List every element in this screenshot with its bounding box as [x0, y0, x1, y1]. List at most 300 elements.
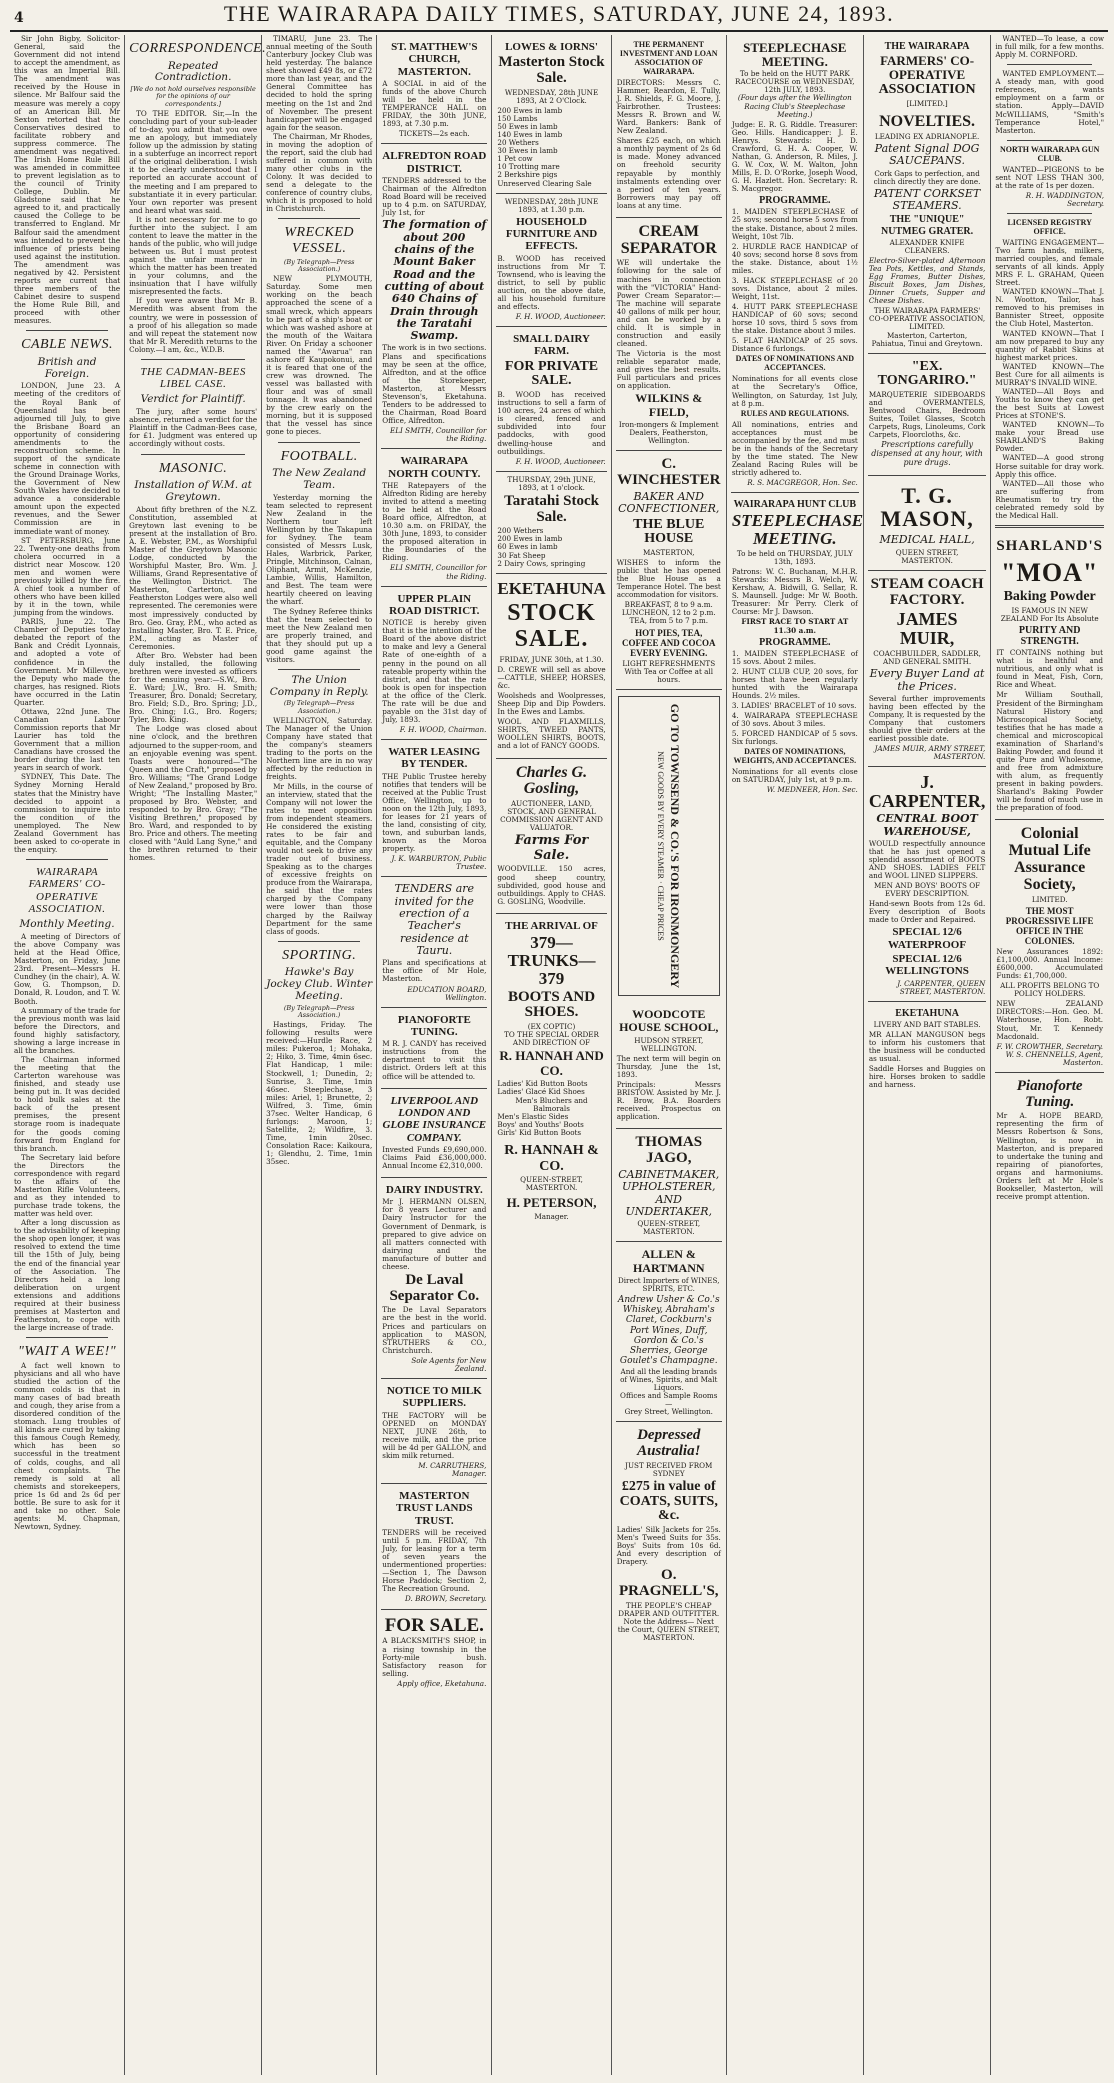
article-text: Hastings, Friday. The following results were received:—Hurdle Race, 2 miles: Pukeroa, 1; Mohaka, 2; Hiko, 3. Time, 4min 6sec. Flat Handicap, 1 mile: Stockwell, 1; Dunedin, 2; Sunrise, 3. Time, 1min 46sec. Steeplechase, 3 miles: Ariel, 1; Brunette, 2; Wilfred, 3. Time, 6min 37sec. Welter Handicap, 6 furlongs: Maroon, 1; Satellite, 2; Wildfire, 3. Time, 1min 20sec. Consolation Race: Kaikoura, 1; Glendhu, 2. Time, 1min 35sec.: [266, 1020, 373, 1167]
advert-alfredton-road: [381, 144, 487, 449]
advert-text: Patent Signal DOG SAUCEPANS.: [874, 142, 980, 168]
advert-signature: R. S. MACGREGOR, Hon. Sec.: [747, 478, 858, 488]
advert-heading: MASTERTON TRUST LANDS TRUST.: [396, 1490, 473, 1527]
section-heading: "WAIT A WEE!": [17, 1344, 117, 1360]
list-item: 30 Ewes in lamb: [497, 146, 558, 156]
article-text: TO THE EDITOR. Sir,—In the concluding part of your sub-leader of to-day, you admit that you owe me an apology, but immediately follow up the admission by stating in a subterfuge an incorrect report of the original deliberation. I wish it to be clearly understood that I reported an accurate account of the meeting and I am prepared to substantiate it in every particular. Your own reporter was present and heard what was said.: [129, 108, 258, 215]
divider: [995, 525, 1104, 528]
classified-ad: WANTED—PIGEONS to be sent NOT LESS THAN 300, at the rate of 1s per dozen.: [995, 164, 1105, 190]
advert-heading: THE ARRIVAL OF: [505, 919, 598, 932]
advert-subheading: CABINETMAKER, UPHOLSTERER, AND UNDERTAKER,: [618, 1167, 720, 1218]
advert-text: The formation of about 200 chains of the Mount Baker Road and the cutting of about 640 Chains of Drain through the Taratahi Swamp.: [382, 218, 487, 343]
list-item: 10 Trotting mare: [497, 162, 560, 172]
advert-heading: WATER LEASING BY TENDER.: [388, 746, 481, 771]
section-heading: WRECKED VESSEL.: [284, 225, 354, 257]
advert-heading: PROGRAMME.: [759, 195, 831, 207]
article-text: The Lodge was closed about nine o'clock, and the brethren adjourned to the supper-room, and an enjoyable evening was spent. Toasts were honoured—"The Queen and the Craft," proposed by Bro. Williams; "The Grand Lodge of New Zealand," proposed by Bro. Wright; "The Installing Master," proposed by Bro. Webster, and responded to by Bro. Gray; "The Visiting Brethren," proposed by Bro. Ward, and responded to by Bro. Price and others. The meeting closed with "Auld Lang Syne," and the brethren returned to their homes.: [129, 724, 258, 863]
advert-signature: Apply office, Eketahuna.: [397, 1678, 487, 1688]
advert-hunt-club: [731, 493, 864, 799]
advert-text: MR ALLAN MANGUSON begs to inform his customers that the business will be conducted as usual.: [868, 1030, 986, 1064]
programme-item: 1. MAIDEN STEEPLECHASE of 15 sovs. About 2 miles.: [731, 648, 858, 666]
advert-text: LIMITED.: [1031, 894, 1068, 904]
advert-signature: F. H. WOOD, Auctioneer.: [515, 456, 606, 466]
advert-farmers-coop: [868, 35, 987, 354]
rotated-advert: [618, 696, 720, 996]
advert-heading: H. PETERSON,: [506, 1195, 597, 1211]
advert-text: Several further improvements having been effected by the Company, It is requested by the Company that customers should give their orders at the earliest possible date.: [868, 693, 986, 744]
advert-text: JUST RECEIVED FROM SYDNEY: [625, 1460, 713, 1478]
advert-heading: FARMERS' CO-OPERATIVE: [880, 53, 975, 82]
advert-carpenter: [868, 767, 987, 1001]
advert-heading: CREAM SEPARATOR: [620, 222, 717, 257]
advert-heading: UPPER PLAIN ROAD DISTRICT.: [389, 592, 480, 617]
advert-text: LIGHT REFRESHMENTS With Tea or Coffee at all hours.: [622, 658, 716, 684]
advert-text: WEDNESDAY, 28th JUNE 1893, at 1.30 p.m.: [504, 196, 599, 214]
article-text: The jury, after some hours' absence, returned a verdict for the Plaintiff in the Cadman-Bees case, for £1. Judgment was entered up accordingly without costs.: [129, 407, 258, 449]
list-item: 2 Berkshire pigs: [497, 170, 558, 180]
advert-text: And all the leading brands of Wines, Spirits, and Malt Liquors.: [620, 1366, 718, 1392]
advert-heading: NORTH WAIRARAPA GUN CLUB.: [999, 144, 1100, 163]
advert-heading: WILKINS & FIELD,: [635, 391, 703, 419]
advert-eketahuna-sale: [496, 574, 606, 759]
programme-item: 5. FLAT HANDICAP of 25 sovs. Distance 6 furlongs.: [731, 336, 858, 354]
advert-text: NEW ZEALAND DIRECTORS:—Hon. Geo. M. Waterhouse, Hon. Robt. Stout, Mr. T. Kennedy Macdonald.: [996, 999, 1104, 1041]
advert-text: M R. J. CANDY has received instructions from the department to visit this district. Orders left at this office will be attended to.: [382, 1039, 487, 1081]
advert-text: Note the Address— Next the Court, QUEEN STREET, MASTERTON.: [617, 1616, 720, 1642]
advert-text: Iron-mongers & Implement Dealers, Featherston, Wellington.: [618, 420, 719, 446]
advert-allen-hartmann: [616, 1242, 722, 1422]
advert-text: [LIMITED.]: [906, 99, 948, 109]
advert-heading: STEAM COACH FACTORY.: [870, 575, 984, 608]
advert-text: New Assurances 1892: £1,100,000. Annual Income: £600,000. Accumulated Funds: £1,700,000.: [996, 946, 1104, 981]
advert-heading: LICENSED REGISTRY OFFICE.: [1007, 217, 1092, 236]
advert-text: TENDERS will be received until 5 p.m. FRIDAY, 7th July, for leasing for a term of seven years the undermentioned properties:—Section 1, The Dawson Horse Paddock; Section 2, The Recreation Ground.: [382, 1527, 487, 1594]
advert-text: COACHBUILDER, SADDLER, AND GENERAL SMITH.: [873, 649, 981, 667]
advert-text: BREAKFAST, 8 to 9 a.m. LUNCHEON, 12 to 2 p.m. TEA, from 5 to 7 p.m.: [621, 600, 716, 626]
divider: [278, 218, 360, 219]
programme-item: 3. HACK STEEPLECHASE of 20 sovs. Distance, about 2 miles. Weight, 11st.: [731, 275, 858, 302]
advert-heading: THE WAIRARAPA: [884, 41, 970, 52]
section-heading: MASONIC.: [159, 460, 228, 476]
advert-text: QUEEN STREET, MASTERTON.: [895, 547, 959, 565]
advert-text: LIVERY AND BAIT STABLES.: [873, 1020, 981, 1029]
advert-signature: J. CARPENTER, QUEEN STREET, MASTERTON.: [897, 978, 986, 996]
newspaper-title: THE WAIRARAPA DAILY TIMES, SATURDAY, JUNE 24, 1893.: [223, 1, 895, 27]
advert-heading: STEEPLECHASE MEETING.: [743, 40, 847, 69]
advert-text: HUDSON STREET, WELLINGTON.: [634, 1035, 704, 1053]
programme-item: 3. LADIES' BRACELET of 10 sovs.: [731, 701, 857, 711]
advert-text: THURSDAY, 29th JUNE, 1893, at 1 o'clock.: [507, 474, 596, 492]
advert-heading: SHARLAND'S: [996, 537, 1104, 554]
advert-text: NOTICE is hereby given that it is the intention of the Board of the above district to make and levy a General Rate of one-eighth of a penny in the pound on all rateable property within the district, and that the rate book is open for inspection at the office of the Clerk. The rate will be due and payable on the 31st day of July, 1893.: [382, 618, 487, 724]
advert-heading: THE MOST PROGRESSIVE LIFE OFFICE IN THE COLONIES.: [1005, 905, 1094, 946]
advert-text: Plans and specifications at the office of Mr Hole, Masterton.: [382, 958, 487, 984]
programme-item: 1. MAIDEN STEEPLECHASE of 25 sovs; second horse 5 sovs from the stake. Distance, about 2 miles. Weight, 10st 7lb.: [731, 207, 858, 241]
advert-text: WISHES to inform the public that he has opened the Blue House as a Temperance Hotel. The best accommodation for visitors.: [616, 558, 721, 600]
advert-text: Mr J. HERMANN OLSEN, for 8 years Lecturer and Dairy Instructor for the Government of Denmark, is prepared to give advice on all matters connected with dairying and the manufacture of butter and cheese.: [382, 1197, 487, 1271]
advert-heading: SPECIAL 12/6 WELLINGTONS: [885, 953, 969, 978]
advert-text: TO THE SPECIAL ORDER AND DIRECTION OF: [504, 1030, 599, 1048]
list-item: 200 Ewes in lamb: [497, 534, 563, 544]
article-text: After a long discussion as to the advisability of keeping the shop open longer, it was resolved to extend the time till the 15th of July, being the end of the financial year of the Association. The Directors held a long deliberation on urgent extensions and additions required at their business premises at Masterton and Featherston, to cope with the large increase of trade.: [14, 1218, 121, 1333]
advert-text: Ladies' Silk Jackets for 25s. Men's Tweed Suits for 35s. Boys' Suits from 10s 6d. And every description of Drapery.: [616, 1524, 721, 1567]
advert-text: Principals: Messrs BRISTOW. Assisted by Mr. J. R. Brow, B.A. Boarders received. Prospectus on application.: [616, 1080, 721, 1122]
advert-milk-suppliers: [381, 1379, 487, 1484]
section-heading: FOOTBALL.: [280, 448, 358, 464]
column-4: [377, 35, 492, 2075]
advert-signature: M. CARRUTHERS, Manager.: [418, 1460, 487, 1478]
article-text: ST PETERSBURG, June 22. Twenty-one deaths from cholera occurred in a district near Moscow. 120 men and women were previously killed by the fire. A chief took a number of others who have been killed by it in the town, while jumping from the windows.: [14, 535, 121, 618]
subheading: Verdict for Plaintiff.: [140, 393, 246, 406]
programme-item: 5. FORCED HANDICAP of 5 sovs. Six furlongs.: [731, 729, 858, 747]
programme-item: 4. WAIRARAPA STEEPLECHASE of 30 sovs. About 3 miles.: [731, 711, 858, 729]
column-6: [612, 35, 727, 2075]
advert-text: MARQUETERIE SIDEBOARDS and OVERMANTELS, Bentwood Chairs, Bedroom Suites, Toilet Glasses, Scotch Carpets, Rugs, Linoleums, Cork Carpets, Floorcloths, &c.: [868, 390, 986, 440]
section-heading: WAIRARAPA FARMERS' CO-OPERATIVE ASSOCIATION.: [28, 866, 106, 915]
advert-text: Mr William Southall, President of the Birmingham Natural History and Microscopical Society, testifies that he has made a chemical and microscopical examination of Sharland's Baking Powder, and found it quite Pure and Wholesome, and free from admixture with alum, as frequently present in baking powders. Sharland's Baking Powder will be found of much use in the preparation of food.: [996, 690, 1104, 813]
section-heading: CORRESPONDENCE.: [129, 41, 267, 56]
advert-heading: LIVERPOOL AND LONDON AND GLOBE INSURANCE COMPANY.: [382, 1094, 487, 1144]
article-text: The Chairman, Mr Rhodes, in moving the adoption of the report, said the club had suffered in common with many other clubs in the Colony. It was decided to send a delegate to the conference of country clubs, which it is proposed to hold in Christchurch.: [266, 131, 373, 214]
column-2: [125, 35, 267, 2075]
advert-text: LEADING EX ADRIANOPLE.: [874, 132, 980, 142]
advert-text: Every Buyer Land at the Prices.: [869, 667, 985, 693]
list-item: 50 Ewes in lamb: [497, 122, 558, 132]
advert-text: THE FACTORY will be OPENED on MONDAY NEXT, JUNE 26th, to receive milk, and the price will be 4d per GALLON, and skim milk returned.: [382, 1410, 487, 1460]
divider: [278, 669, 360, 670]
dateline: (By Telegraph—Press Association.): [283, 257, 355, 273]
list-item: 30 Fat Sheep: [497, 550, 546, 560]
advert-text: Grey Street, Wellington.: [624, 1407, 713, 1417]
advert-text: THE PEOPLE'S CHEAP DRAPER AND OUTFITTER.: [618, 1600, 720, 1618]
advert-text: Mr A. HOPE BEARD, representing the firm of Messrs Robertson & Sons, Wellington, is now in Masterton, and is prepared to undertake the tuning and repairing of pianofortes, organs and harmoniums. Orders left at Mr Hole's Bookseller, Masterton, will receive prompt attention.: [996, 1111, 1104, 1201]
advert-heading: THOMAS JAGO,: [635, 1134, 703, 1167]
advert-heading: STOCK SALE.: [507, 600, 596, 652]
advert-signature: F. W. CROWTHER, Secretary. W. S. CHENNELLS, Agent, Masterton.: [996, 1041, 1104, 1067]
advert-piano-tuning-2: [995, 1073, 1104, 1208]
advert-church-social: [381, 35, 487, 144]
advert-heading: BOOTS AND SHOES.: [507, 988, 596, 1021]
column-7: [727, 35, 864, 2075]
advert-heading: De Laval Separator Co.: [389, 1271, 480, 1304]
advert-heading: PROGRAMME.: [759, 636, 831, 648]
advert-heading: £275 in value of COATS, SUITS, &c.: [619, 1478, 718, 1524]
advert-text: The Victoria is the most reliable separator made, and gives the best results. Full particulars and prices on application.: [616, 349, 721, 391]
list-item: Boys' and Youths' Boots: [497, 1119, 584, 1129]
advert-signature: W. MEDNEER, Hon. Sec.: [766, 785, 858, 795]
advert-text: Nominations for all events close at the Secretary's Office, Wellington, on Saturday, 1st July, at 8 p.m.: [731, 374, 858, 408]
dateline: (By Telegraph—Press Association.): [283, 699, 355, 715]
stock-list: [497, 527, 605, 567]
advert-heading: THE PERMANENT INVESTMENT AND LOAN ASSOCIATION OF WAIRARAPA.: [619, 40, 718, 76]
article-text: A meeting of Directors of the above Company was held at the Head Office, Masterton, on Friday, June 23rd. Present—Messrs H. Cundhey (in the chair), A. W. Gow, G. Thompson, D. Donald, R. Loudon, and T. W. Booth.: [14, 932, 121, 1006]
divider: [1007, 213, 1092, 214]
advert-investment: [616, 35, 722, 218]
advert-text: QUEEN-STREET, MASTERTON.: [520, 1175, 583, 1193]
advert-sharland: [995, 533, 1104, 820]
advert-text: Saddle Horses and Buggies on hire. Horses broken to saddle and harness.: [868, 1064, 986, 1090]
advert-heading: TENDERS are invited for the erection of a Teacher's residence at Tauru.: [394, 882, 475, 957]
advert-text: Nominations for all events close on SATURDAY, July 1st, at 9 p.m.: [731, 767, 858, 785]
advert-mason: [868, 476, 987, 571]
advert-text: WOULD respectfully announce that he has just opened a splendid assortment of BOOTS AND SHOES. LADIES FELT and WOOL LINED SLIPPERS.: [868, 838, 986, 881]
article-text: The Sydney Referee thinks that the team selected to meet the New Zealand men are properly trained, and that they should put up a good game against the visitors.: [266, 606, 373, 664]
divider: [278, 442, 360, 443]
advert-text: D. CREWE will sell as above—CATTLE, SHEEP, HORSES, &c.: [497, 664, 606, 691]
subheading: The Union Company in Reply.: [269, 673, 369, 698]
advert-insurance: [381, 1089, 487, 1178]
article-text: A summary of the trade for the previous month was laid before the Directors, and found highly satisfactory, showing a large increase in all the branches.: [14, 1005, 121, 1055]
advert-text: MEN AND BOYS' BOOTS OF EVERY DESCRIPTION.: [874, 881, 981, 899]
advert-signature: D. BROWN, Secretary.: [405, 1594, 487, 1604]
section-heading: THE CADMAN-BEES LIBEL CASE.: [140, 365, 246, 391]
advert-dairy-farm: [496, 327, 606, 472]
list-item: Ladies' Glacé Kid Shoes: [497, 1087, 585, 1097]
section-heading: SPORTING.: [282, 947, 357, 963]
advert-heading: EKETAHUNA: [497, 578, 606, 598]
advert-heading: PIANOFORTE TUNING.: [397, 1013, 471, 1038]
advert-heading: ASSOCIATION: [878, 82, 976, 98]
article-text: After Bro. Webster had been duly installed, the following brethren were invested as officers for the ensuing year:—S.W., Bro. E. Ward; J.W., Bro. H. Smith; Treasurer, Bro. Donald; Secretary, Bro. Field; S.D., Bro. Spring; J.D., Bro. Ching; I.G., Bro. Rogers; Tyler, Bro. King.: [129, 650, 258, 725]
advert-text: ALEXANDER KNIFE CLEANERS.: [889, 237, 965, 255]
advert-text: To be held on THURSDAY, JULY 13th, 1893.: [736, 548, 853, 567]
list-item: 60 Ewes in lamb: [497, 542, 558, 552]
divider: [141, 454, 245, 455]
rotated-advert-line: GO TO TOWNSEND & CO.'S FOR IRONMONGERY: [667, 703, 682, 989]
list-item: 200 Wethers: [497, 526, 544, 536]
advert-for-sale: [381, 1610, 487, 1693]
advert-text: ALL PROFITS BELONG TO POLICY HOLDERS.: [1000, 981, 1100, 999]
article-text: About fifty brethren of the N.Z. Constitution, assembled at Greytown last evening to be present at the installation of Bro. A. E. Webster, P.M., as Worshipful Master of the Greytown Masonic Lodge, conducted by the Worshipful Master, Bro. Wm. J. Williams, Grand Representative of the Wellington District. The Masterton, Carterton, and Featherston Lodges were also well represented. The ceremonies were most impressively conducted by Bro. Geo. Gray, P.M., who acted as Installing Master, Bro. T. E. Price, P.M., acting as Master of Ceremonies.: [129, 504, 258, 651]
rotated-advert-text: [655, 701, 683, 991]
advert-text: (EX COPTIC): [527, 1022, 576, 1032]
programme-item: 4. HUTT PARK STEEPLECHASE HANDICAP of 60 sovs; second horse 10 sovs, third 5 sovs from the stake. Distance about 3 miles.: [731, 302, 858, 336]
advert-heading: NOTICE TO MILK SUPPLIERS.: [386, 1384, 482, 1410]
advert-text: WOOL AND FLAXMILLS, SHIRTS, TWEED PANTS, WOOLLEN SHIRTS, BOOTS, and a lot of FANCY GOODS.: [497, 717, 606, 751]
divider: [26, 330, 108, 331]
advert-tongariro: [868, 354, 987, 477]
column-8: [864, 35, 992, 2075]
advert-hannah: [496, 914, 606, 1226]
advert-taratahi: [496, 472, 606, 574]
article-text: A fact well known to physicians and all who have studied the action of the common colds is that in many cases of bad breath and cough, they arise from a disordered condition of the stomach. Lung troubles of all kinds are cured by taking this famous Cough Remedy, which has been so successful in the treatment of colds, coughs, and all chest complaints. The remedy is sold at all chemists and storekeepers, price 1s 6d and 2s 6d per bottle. Be sure to ask for it and take no other. Sole agents: M. Chapman, Newtown, Sydney.: [14, 1360, 121, 1532]
advert-muir: [868, 571, 987, 768]
classified-ad: WANTED—A good strong Horse suitable for dray work. Apply this office.: [995, 453, 1105, 479]
advert-tenders: [381, 877, 487, 1007]
advert-heading: C. WINCHESTER: [617, 456, 721, 489]
advert-jago: [616, 1129, 722, 1242]
advert-heading: O. PRAGNELL'S,: [618, 1567, 719, 1599]
advert-text: Shares £25 each, on which a monthly payment of 2s 6d is made. Money advanced on freehold security repayable by monthly instalments extending over a period of ten years. Borrowers may pay off loans at any time.: [616, 136, 721, 210]
advert-heading: WOODCOTE HOUSE SCHOOL,: [619, 1006, 719, 1035]
list-item: Ladies' Kid Button Boots: [497, 1079, 588, 1089]
advert-text: B. WOOD has received instructions from Mr T. Townsend, who is leaving the district, to sell by public auction, on the above date, all his household furniture and effects.: [497, 253, 606, 311]
list-item: Unreserved Clearing Sale: [497, 178, 592, 188]
advert-gosling: [496, 759, 606, 914]
advert-signature: JAMES MUIR, ARMY STREET, MASTERTON.: [874, 744, 986, 762]
advert-upper-plain: [381, 587, 487, 741]
advert-text: To be held on the HUTT PARK RACECOURSE on WEDNESDAY, 12th JULY, 1893.: [735, 69, 855, 95]
advert-heading: Baking Powder: [1003, 588, 1096, 604]
advert-text: Electro-Silver-plated Afternoon Tea Pots, Kettles, and Stands, Egg Frames, Butter Dishes, Biscuit Boxes, Jam Dishes, Dinner Cruets, Supper and Cheese Dishes.: [868, 255, 986, 306]
subheading: Monthly Meeting.: [19, 918, 115, 931]
classified-ad: WAITING ENGAGEMENT—Two farm hands, milkers, married couples, and female servants of all kinds. Apply MRS F. L. GRAHAM, Queen Street.: [995, 237, 1105, 288]
advert-pragnell: [616, 1422, 722, 1647]
classified-ad: WANTED KNOWN—The Best Cure for all ailments is MURRAY'S INVALID WINE.: [995, 361, 1105, 387]
advert-text: A SOCIAL in aid of the funds of the above Church will be held in the TEMPERANCE HALL on FRIDAY, the 30th JUNE, 1893, at 7.30 p.m.: [382, 78, 487, 129]
article-text: Ottawa, 22nd June. The Canadian Labour Commission reports that Mr Laurier has told the Government that a million Canadians have crossed the border during the last ten years in search of work.: [14, 706, 121, 773]
advert-text: MASTERTON,: [642, 547, 695, 557]
advert-heading: J. CARPENTER,: [868, 772, 986, 812]
article-text: PARIS, June 22. The Chamber of Deputies today debated the report of the Bank and Crédit Lyonnais, and adopted a vote of confidence in the Government. Mr Millevoye, the Deputy who made the charges, has resigned. Riots have occurred in the Latin Quarter.: [14, 617, 121, 707]
advert-trust-lands: [381, 1484, 487, 1610]
list-item: 140 Ewes in lamb: [497, 130, 563, 140]
advert-dairy: [381, 1178, 487, 1379]
advert-signature: F. H. WOOD, Auctioneer.: [515, 312, 606, 322]
advert-heading: DATES OF NOMINATIONS, WEIGHTS, AND ACCEPTANCES.: [733, 747, 857, 766]
page-number: 4: [14, 10, 24, 27]
divider: [141, 359, 245, 360]
article-text: It is not necessary for me to go further into the subject. I am content to leave the matter in the hands of the public, who will judge between us. But I must protest against the unfair manner in which the matter has been treated in your columns, and the insinuation that I have wilfully misrepresented the facts.: [129, 214, 258, 297]
advert-text: IS FAMOUS IN NEW ZEALAND For Its Absolute: [1000, 605, 1099, 623]
advert-text: The De Laval Separators are the best in the world. Prices and particulars on application to MASON, STRUTHERS & CO., Christchurch.: [382, 1305, 487, 1355]
product-list: [497, 1080, 605, 1136]
divider: [1007, 140, 1092, 141]
section-heading: CABLE NEWS.: [21, 337, 113, 353]
advert-text: THE "UNIQUE" NUTMEG GRATER.: [881, 214, 974, 237]
column-3: [262, 35, 377, 2075]
list-item: Men's Elastic Sides: [497, 1111, 569, 1121]
advert-text: B. WOOD has received instructions to sell a farm of 100 acres, 24 acres of which is cleared, fenced and subdivided into four paddocks, with good dwelling-house and outbuildings.: [497, 390, 606, 456]
advert-heading: Pianoforte Tuning.: [1016, 1077, 1083, 1110]
advert-heading: HOT PIES, TEA, COFFEE AND COCOA EVERY EVENING.: [621, 627, 716, 658]
article-text: Mr Mills, in the course of an interview, stated that the Company will not lower the rates to meet opposition from independent steamers. He considered the existing rates to be fair and equitable, and the Company would not seek to drive any trader out of business. Speaking as to the charges of excessive freights on produce from the Wairarapa, he said that the rates charged by the Company were lower than those charged by the Railway Department for the same class of goods.: [266, 781, 373, 936]
advert-subheading: BAKER AND CONFECTIONER,: [618, 489, 720, 516]
advert-text: Patrons: W. C. Buchanan, M.H.R. Stewards: Messrs B. Welch, W. Kershaw, A. Bidwill, G. Sellar, R. S. Maunsell. Judge: Mr W. Booth. Treasurer: Mr Perry. Clerk of Course: Mr J. Dawson.: [731, 567, 858, 617]
advert-text: Hand-sewn Boots from 12s 6d. Every description of Boots made to Order and Repaired.: [868, 899, 986, 925]
advert-heading: Farms For Sale.: [514, 833, 589, 863]
classified-ad: WANTED KNOWN—That J. N. Wootton, Tailor, has removed to his premises in Bannister Street, opposite the Club Hotel, Masterton.: [995, 287, 1105, 329]
advert-heading: Colonial Mutual Life Assurance Society,: [1008, 825, 1091, 893]
advert-text: QUEEN-STREET, MASTERTON.: [637, 1219, 701, 1237]
advert-text: TENDERS addressed to the Chairman of the Alfredton Road Board will be received up to 4 p.m. on SATURDAY, July 1st, for: [382, 176, 487, 218]
advert-subheading: MEDICAL HALL,: [879, 533, 975, 547]
list-item: 200 Ewes in lamb: [497, 105, 563, 115]
advert-heading: PURITY AND STRENGTH.: [1018, 624, 1081, 647]
advert-text: FRIDAY, JUNE 30th, at 1.30.: [499, 654, 604, 664]
classified-ad: WANTED EMPLOYMENT.—A steady man, with good references, wants employment on a farm or station. Apply—DAVID McWILLIAMS, "Smith's Temperance Hotel," Masterton.: [995, 69, 1105, 135]
advert-heading: STEEPLECHASE MEETING.: [731, 511, 864, 549]
list-item: 150 Lambs: [497, 114, 538, 123]
article-text: Yesterday morning the team selected to represent New Zealand in the Northern tour left Wellington by the Takapuna for Sydney. The team consisted of Messrs Lusk, Hales, Warbrick, Parker, Pringle, Mitchinson, Calnan, Oliphant, Armit, McKenzie, Lambie, Willis, Hamilton, and Best. The team were heartily cheered on leaving the wharf.: [266, 492, 373, 607]
list-item: 20 Wethers: [497, 138, 539, 148]
advert-text: THE Ratepayers of the Alfredton Riding are hereby invited to attend a meeting to be held at the Road Board office, Alfredton, at 10.30 a.m. on FRIDAY, the 30th June, 1893, to consider the proposed alteration in the Boundaries of the Riding.: [382, 480, 487, 563]
advert-text: (Four days after the Wellington Racing Club's Steeplechase Meeting.): [737, 93, 852, 119]
column-9: [991, 35, 1108, 2075]
advert-text: FIRST RACE TO START AT 11.30 a.m.: [741, 617, 849, 635]
article-text: The Chairman informed the meeting that the Carterton warehouse was finished, and steady use being put in. It was decided to hold bulk sales at the back of the present premises, the present storage room is inadequate for the goods coming forward from England for this branch.: [14, 1054, 121, 1153]
advert-furniture: [496, 194, 606, 328]
advert-heading: DATES OF NOMINATIONS AND ACCEPTANCES.: [735, 354, 854, 373]
advert-heading: FOR SALE.: [384, 1614, 484, 1636]
advert-signature: EDUCATION BOARD, Wellington.: [407, 984, 487, 1002]
advert-text: Invested Funds £9,690,000. Claims Paid £36,000,000. Annual Income £2,310,000.: [382, 1144, 487, 1170]
classified-ad: WANTED—To lease, a cow in full milk, for a few months. Apply M. CORNFORD.: [995, 34, 1105, 60]
advert-text: Judge: E. R. G. Riddle. Treasurer: Geo. Hills. Handicapper: J. E. Henrys. Stewards: H. D. Crawford, G. H. A. Cooper, W. Nathan, G. Anderson, R. Miles, J. G. W. Cox, W. M. Walton, John Mills, E. D. O'Rorke, Joseph Wood, G. H. Hazlett. Hon. Secretary: R. S. Macgregor.: [731, 119, 858, 194]
classified-ad: WANTED KNOWN—To make your Bread use SHARLAND'S Baking Powder.: [995, 420, 1105, 454]
advert-livery: [868, 1002, 987, 1097]
advert-winchester: [616, 451, 722, 689]
advert-signature: Manager.: [534, 1211, 569, 1221]
column-5: [492, 35, 611, 2075]
advert-colonial-mutual: [995, 820, 1104, 1072]
advert-heading: R. HANNAH AND CO.: [499, 1048, 604, 1078]
advert-text: THE WAIRARAPA FARMERS' CO-OPERATIVE ASSOCIATION, LIMITED.: [868, 306, 986, 332]
advert-heading: SMALL DAIRY FARM.: [513, 333, 590, 358]
rotated-advert-line: NEW GOODS BY EVERY STEAMER · CHEAP PRICES: [655, 751, 665, 941]
advert-text: WE will undertake the following for the sale of machines in connection with the "VICTORIA" Hand-Power Cream Separator:— The machine will separate 40 gallons of milk per hour, and can be worked by a child. It is simple in construction and easily cleaned.: [616, 258, 721, 349]
advert-heading: "EX. TONGARIRO.": [877, 358, 977, 389]
advert-text: Prescriptions carefully dispensed at any hour, with pure drugs.: [871, 440, 983, 468]
subheading: The New Zealand Team.: [272, 467, 367, 491]
advert-text: All nominations, entries and acceptances must be accompanied by the fee, and must be in the hands of the Secretary by the time stated. The New Zealand Racing Rules will be strictly adhered to.: [731, 419, 858, 477]
advert-heading: R. HANNAH & CO.: [504, 1142, 599, 1174]
advert-signature: R. H. WADDINGTON, Secretary.: [1025, 190, 1105, 208]
subheading: British and Foreign.: [37, 355, 97, 380]
programme-item: 2. HURDLE RACE HANDICAP of 40 sovs; second horse 8 sovs from the stake. Distance, about 1½ miles.: [731, 241, 858, 275]
divider: [1007, 64, 1092, 65]
advert-signature: ELI SMITH, Councillor for the Riding.: [390, 563, 487, 581]
advert-text: Cork Gaps to perfection, and clinch directly they are done.: [873, 168, 981, 186]
advert-heading: Charles G. Gosling,: [515, 763, 588, 798]
divider: [26, 1337, 108, 1338]
advert-text: DIRECTORS: Messrs C. Hammer, Reardon, E. Tully, J. R. Shields, F. G. Moore, J. Fairbrother. Trustees: Messrs R. Brown and W. Ward. Bankers: Bank of New Zealand.: [616, 77, 721, 136]
advert-heading: DAIRY INDUSTRY.: [385, 1184, 483, 1196]
list-item: Men's Bluchers and Balmorals: [515, 1095, 588, 1113]
advert-water-leasing: [381, 740, 487, 877]
advert-lowes-iorns: [496, 35, 606, 194]
advert-heading: NOVELTIES.: [879, 113, 976, 131]
article-text: NEW PLYMOUTH, Saturday. Some men working on the beach approached the scene of a small wreck, which appears to be part of a ship's boat or which was washed ashore at the mouth of the Waitara River. On Friday a schooner named the "Awarua" ran ashore off Kaupokonui, and it is feared that one of the crew was drowned. The vessel was ballasted with flour and was of small tonnage. It was abandoned by the crew early on the morning, but it is supposed that the vessel has since gone to pieces.: [266, 274, 373, 437]
advert-heading: SPECIAL 12/6 WATERPROOF: [888, 926, 967, 951]
advert-text: WEDNESDAY, 28th JUNE 1893, At 2 O'Clock.: [504, 87, 599, 105]
advert-signature: Sole Agents for New Zealand.: [411, 1355, 487, 1373]
programme-item: 2. HUNT CLUB CUP, 20 sovs, for horses that have been regularly hunted with the Wairarapa Hounds. 2½ miles.: [731, 666, 858, 701]
advert-text: The work is in two sections. Plans and specifications may be seen at the office, Alfredton, and at the office of the Storekeeper, Masterton, at Messrs Stevenson's, Eketahuna. Tenders to be addressed to the Chairman, Road Board Office, Alfredton.: [382, 343, 487, 425]
advert-signature: F. H. WOOD, Chairman.: [399, 725, 487, 734]
article-text: WELLINGTON, Saturday. The Manager of the Union Company have stated that the company's steamers trading to the ports on the Northern line are in no way affected by the reduction in freights.: [266, 716, 373, 782]
advert-text: Masterton, Carterton, Pahiatua, Tinui and Greytown.: [871, 330, 983, 348]
advert-text: PATENT CORKSET STEAMERS.: [873, 186, 981, 213]
advert-heading: LOWES & IORNS': [505, 41, 598, 53]
masthead: [10, 1, 1108, 32]
advert-heading: Taratahi Stock Sale.: [504, 492, 599, 525]
dateline: (By Telegraph—Press Association.): [283, 1003, 355, 1019]
article-text: LONDON, June 23. A meeting of the creditors of the Royal Bank of Queensland has been adjourned till July, to give the Brisbane Board an opportunity of considering amendments to the reconstruction scheme. In support of the syndicate scheme in connection with the Ground Drainage Works, the Government of New South Wales have decided to advance a considerable amount upon the expected revenues, and the Sewer Commission are in immediate want of money.: [14, 381, 121, 536]
list-item: 1 Pet cow: [497, 154, 533, 164]
article-text: If you were aware that Mr B. Meredith was absent from the country, we were in possession of a proof of his allegation so made and will repeat the statement now that Mr R. Meredith returns to the Colony.—I am, &c., W.D.B.: [129, 296, 258, 354]
advert-subheading: CENTRAL BOOT WAREHOUSE,: [876, 812, 978, 838]
stock-list: [497, 107, 605, 188]
advert-text: WOODVILLE. 150 acres, good sheep country, subdivided, good house and outbuildings. Apply to CHAS. G. GOSLING, Woodville.: [497, 864, 606, 906]
advert-heading: WAIRARAPA HUNT CLUB: [733, 499, 857, 511]
advert-heading: Depressed Australia!: [637, 1427, 701, 1459]
editor-note: [We do not hold ourselves responsible for the opinions of our correspondents.]: [130, 85, 256, 108]
divider: [278, 941, 360, 942]
subheading: Installation of W.M. at Greytown.: [134, 479, 252, 503]
advert-hutt-park: [731, 35, 859, 493]
advert-heading: ST. MATTHEW'S CHURCH, MASTERTON.: [391, 41, 478, 78]
